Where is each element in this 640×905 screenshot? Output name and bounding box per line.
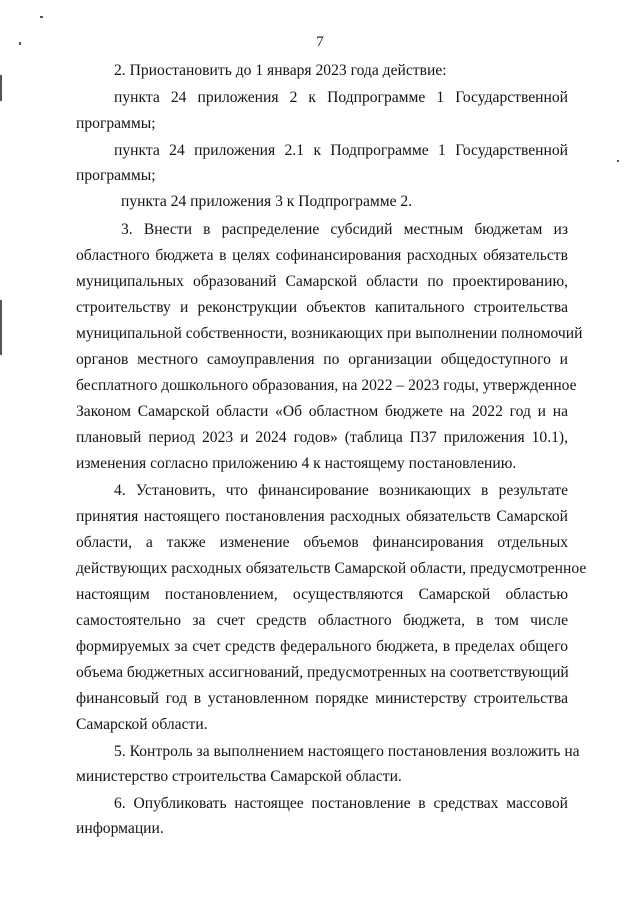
paragraph-4-line: объема бюджетных ассигнований, предусмотренных на соответствующий [76,664,569,681]
page-number: 7 [316,34,324,50]
paragraph-3-line: органов местного самоуправления по организации общедоступного и [76,351,568,368]
paragraph-3-line: областного бюджета в целях софинансирования расходных обязательств [76,247,568,264]
scan-mark [617,160,619,162]
paragraph-4-line: формируемых за счет средств федерального бюджета, в пределах общего [76,638,568,655]
paragraph-2-line: 2. Приостановить до 1 января 2023 года действие: [114,62,447,79]
paragraph-4-line: Самарской области. [76,716,208,733]
paragraph-2-item-line: пункта 24 приложения 2 к Подпрограмме 1 Государственной [114,89,568,106]
paragraph-5-line: министерство строительства Самарской области. [76,768,402,785]
paragraph-4-line: самостоятельно за счет средств областного бюджета, в том числе [76,612,568,629]
paragraph-6-line: информации. [76,820,164,837]
paragraph-4-line: 4. Установить, что финансирование возникающих в результате [114,482,568,499]
paragraph-3-line: муниципальных образований Самарской области по проектированию, [76,273,568,290]
paragraph-3-line: муниципальной собственности, возникающих при выполнении полномочий [76,325,583,342]
paragraph-4-line: финансовый год в установленном порядке министерству строительства [76,690,568,707]
paragraph-4-line: области, а также изменение объемов финансирования отдельных [76,534,568,551]
paragraph-6-line: 6. Опубликовать настоящее постановление в средствах массовой [114,795,568,812]
paragraph-2-item-line: программы; [76,115,156,132]
paragraph-3-line: 3. Внести в распределение субсидий местным бюджетам из [121,221,568,238]
paragraph-3-line: изменения согласно приложению 4 к настоящему постановлению. [76,455,517,472]
paragraph-4-line: действующих расходных обязательств Самарской области, предусмотренное [76,560,587,577]
paragraph-3-line: бесплатного дошкольного образования, на 2022 – 2023 годы, утвержденное [76,377,577,394]
paragraph-2-item-line: программы; [76,167,156,184]
paragraph-4-line: настоящим постановлением, осуществляются Самарской областью [76,586,568,603]
paragraph-2-item-line: пункта 24 приложения 3 к Подпрограмме 2. [121,193,413,210]
paragraph-3-line: плановый период 2023 и 2024 годов» (таблица П37 приложения 10.1), [76,429,568,446]
paragraph-3-line: Законом Самарской области «Об областном бюджете на 2022 год и на [76,403,568,420]
paragraph-5-line: 5. Контроль за выполнением настоящего постановления возложить на [114,743,580,760]
paragraph-3-line: строительству и реконструкции объектов капитального строительства [76,299,568,316]
scan-mark [0,75,2,101]
paragraph-4-line: принятия настоящего постановления расходных обязательств Самарской [76,508,568,525]
scan-mark [0,300,2,355]
paragraph-2-item-line: пункта 24 приложения 2.1 к Подпрограмме 1 Государственной [114,142,568,159]
scan-mark [40,16,43,18]
